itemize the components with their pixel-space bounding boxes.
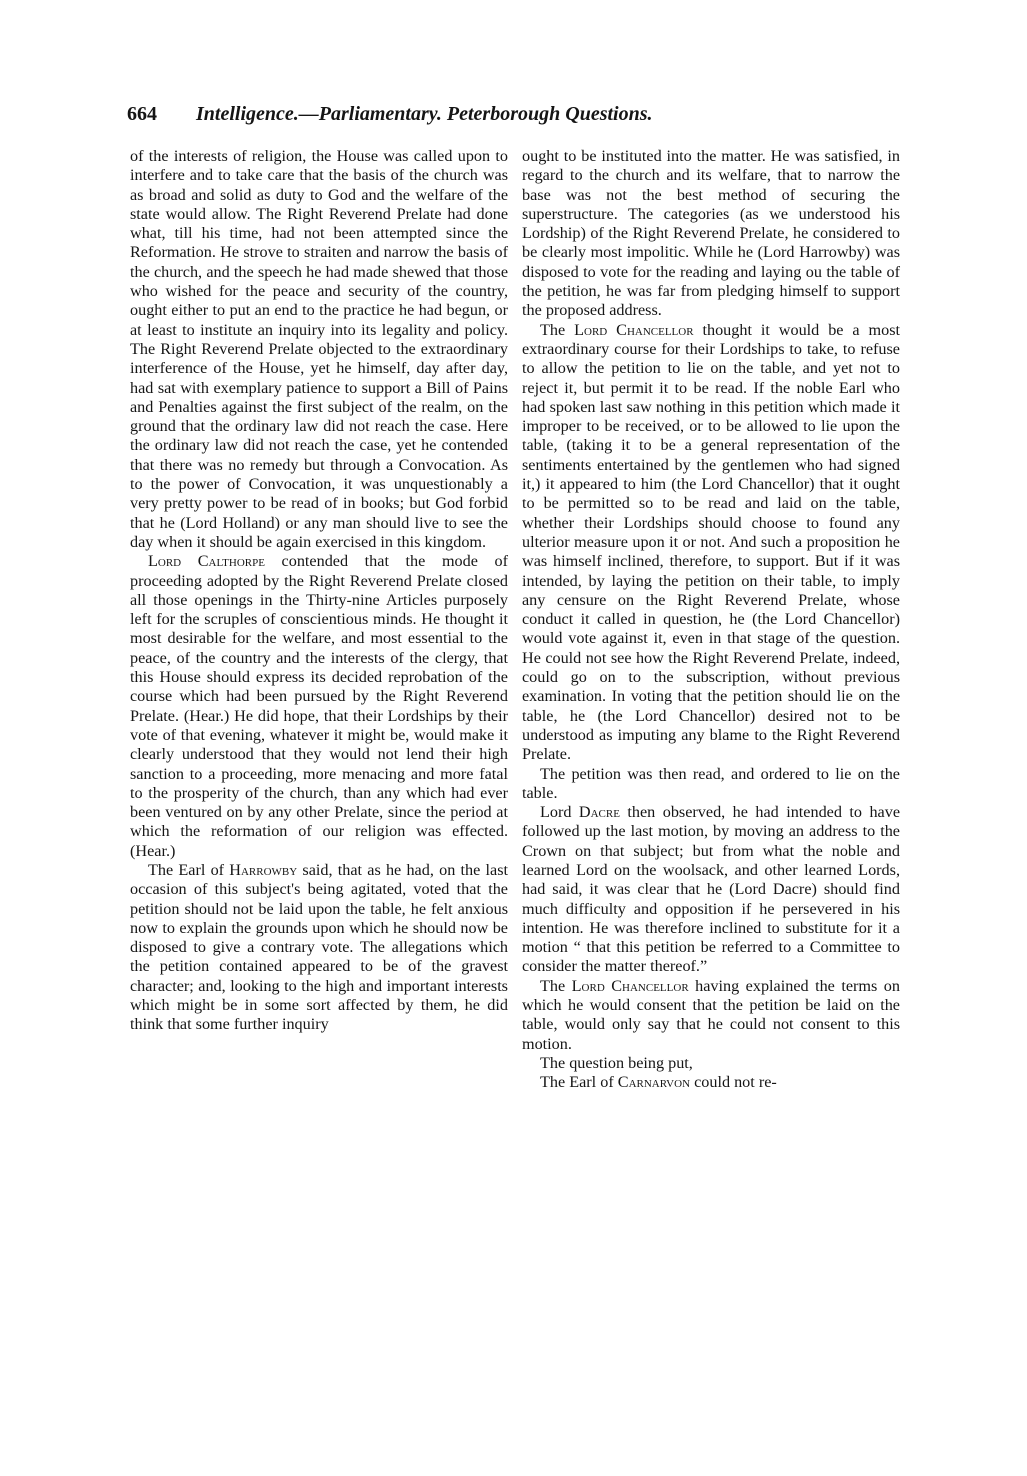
speaker-prefix: Lord [540, 803, 579, 822]
paragraph [522, 1054, 900, 1073]
paragraph-text: could not re- [690, 1073, 777, 1092]
speaker-prefix: The Earl of [148, 860, 230, 879]
speaker-name: Lord Chancellor [574, 320, 694, 339]
left-column [130, 147, 508, 1035]
paragraph-text: having explained the terms on which he would consent that the petition be laid on the table, would only say that he could not consent to this motion. [522, 976, 900, 1053]
paragraph [522, 147, 900, 321]
speaker-name: Lord Chancellor [571, 976, 689, 995]
paragraph-text: ought to be instituted into the matter. He was satisfied, in regard to the church and its welfare, that to narrow the base was not the best method of securing the superstructure. The categories (as we understood his Lordship) of the Right Reverend Prelate, he considered to be clearly most impolitic. While he (Lord Harrowby) was disposed to vote for the reading and laying ou the table of the petition, he was far from pledging himself to support the proposed address. [522, 147, 900, 320]
page-number: 664 [127, 103, 157, 125]
right-column [522, 147, 900, 1093]
speaker-name: Lord Calthorpe [148, 552, 265, 571]
paragraph [130, 147, 508, 552]
speaker-prefix: The [540, 976, 572, 995]
paragraph-text: The question being put, [540, 1053, 693, 1072]
page-header [127, 102, 903, 126]
paragraph-text: contended that the mode of proceeding adopted by the Right Reverend Prelate closed all those openings in the Thirty-nine Articles purposely left for the scruples of conscientious minds. He thought it most desirable for the welfare, and most essential to the peace, of the country and the interests of the clergy, that this House should express its decided reprobation of the course which had been pursued by the Right Reverend Prelate. (Hear.) He did hope, that their Lordships by their vote of that evening, whatever it might be, would make it clearly understood that they would not lend their high sanction to a proceeding, more menacing and more fatal to the prosperity of the church, than any which had ever been ventured on by any other Prelate, since the period at which the reformation of our religion was effected. (Hear.) [130, 552, 508, 860]
speaker-prefix: The Earl of [540, 1073, 618, 1092]
paragraph [522, 803, 900, 977]
paragraph [522, 765, 900, 804]
paragraph [522, 977, 900, 1054]
speaker-name: Carnarvon [617, 1073, 691, 1092]
paragraph [522, 1073, 900, 1092]
paragraph-text: thought it would be a most extraordinary course for their Lordships to take, to refuse to allow the petition to lie on the table, and yet not to reject it, but permit it to be read. If the noble Earl who had spoken last saw nothing in this petition which made it improper to be received, or to be allowed to lie upon the table, (taking it to be a general representation of the sentiments entertained by the gentlemen who had signed it,) it appeared to him (the Lord Chancellor) that it ought to be permitted so to be read and laid on the table, whether their Lordships should choose to found any ulterior measure upon it or not. And such a proposition he was himself inclined, therefore, to support. But if it was intended, by laying the petition on their table, to imply any censure on the Right Reverend Prelate, whose conduct it called in question, he (the Lord Chancellor) would vote against it, even in that stage of the question. He could not see how the Right Reverend Prelate, indeed, could go on to the subscription, without previous examination. In voting that the petition should lie on the table, he (the Lord Chancellor) desired not to be understood as imputing any blame to the Right Reverend Prelate. [522, 320, 901, 764]
speaker-name: Dacre [578, 803, 620, 822]
paragraph [130, 552, 508, 861]
paragraph [130, 861, 508, 1035]
speaker-name: Harrowby [229, 860, 298, 879]
paragraph-text: then observed, he had intended to have followed up the last motion, by moving an address to the Crown on that subject; but from what the noble and learned Lord on the woolsack, and other learned Lords, had said, it was clear that he (Lord Dacre) should find much difficulty and opposition if he persevered in his intention. He was therefore inclined to substitute for it a motion “ that this petition be referred to a Committee to consider the matter thereof.” [522, 803, 901, 976]
paragraph-text: The petition was then read, and ordered to lie on the table. [522, 764, 900, 802]
paragraph [522, 321, 900, 765]
paragraph-text: of the interests of religion, the House was called upon to interfere and to take care that the basis of the church was as broad and solid as duty to God and the welfare of the state would allow. The Right Reverend Prelate had done what, till his time, had not been attempted since the Reformation. He strove to straiten and narrow the basis of the church, and the speech he had made shewed that those who wished for the peace and security of the country, ought either to put an end to the practice he had begun, or at least to institute an inquiry into its legality and policy. The Right Reverend Prelate objected to the extraordinary interference of the House, yet he himself, day after day, had sat with exemplary patience to support a Bill of Pains and Penalties against the first subject of the realm, on the ground that the ordinary law did not reach the case. Here the ordinary law did not reach the case, yet he contended that there was no remedy but through a Convocation. As to the power of Convocation, it was unquestionably a very pretty power to be read of in books; but God forbid that he (Lord Holland) or any man should live to see the day when it should be again exercised in this kingdom. [130, 147, 508, 551]
speaker-prefix: The [540, 320, 575, 339]
running-title: Intelligence.—Parliamentary. Peterborough Questions. [196, 103, 653, 125]
paragraph-text: said, that as he had, on the last occasion of this subject's being agitated, voted that the petition should not be laid upon the table, he felt anxious now to explain the grounds upon which he should now be disposed to give a contrary vote. The allegations which the petition contained appeared to be of the gravest character; and, looking to the high and important interests which might be in some sort affected by them, he did think that some further inquiry [130, 860, 508, 1034]
